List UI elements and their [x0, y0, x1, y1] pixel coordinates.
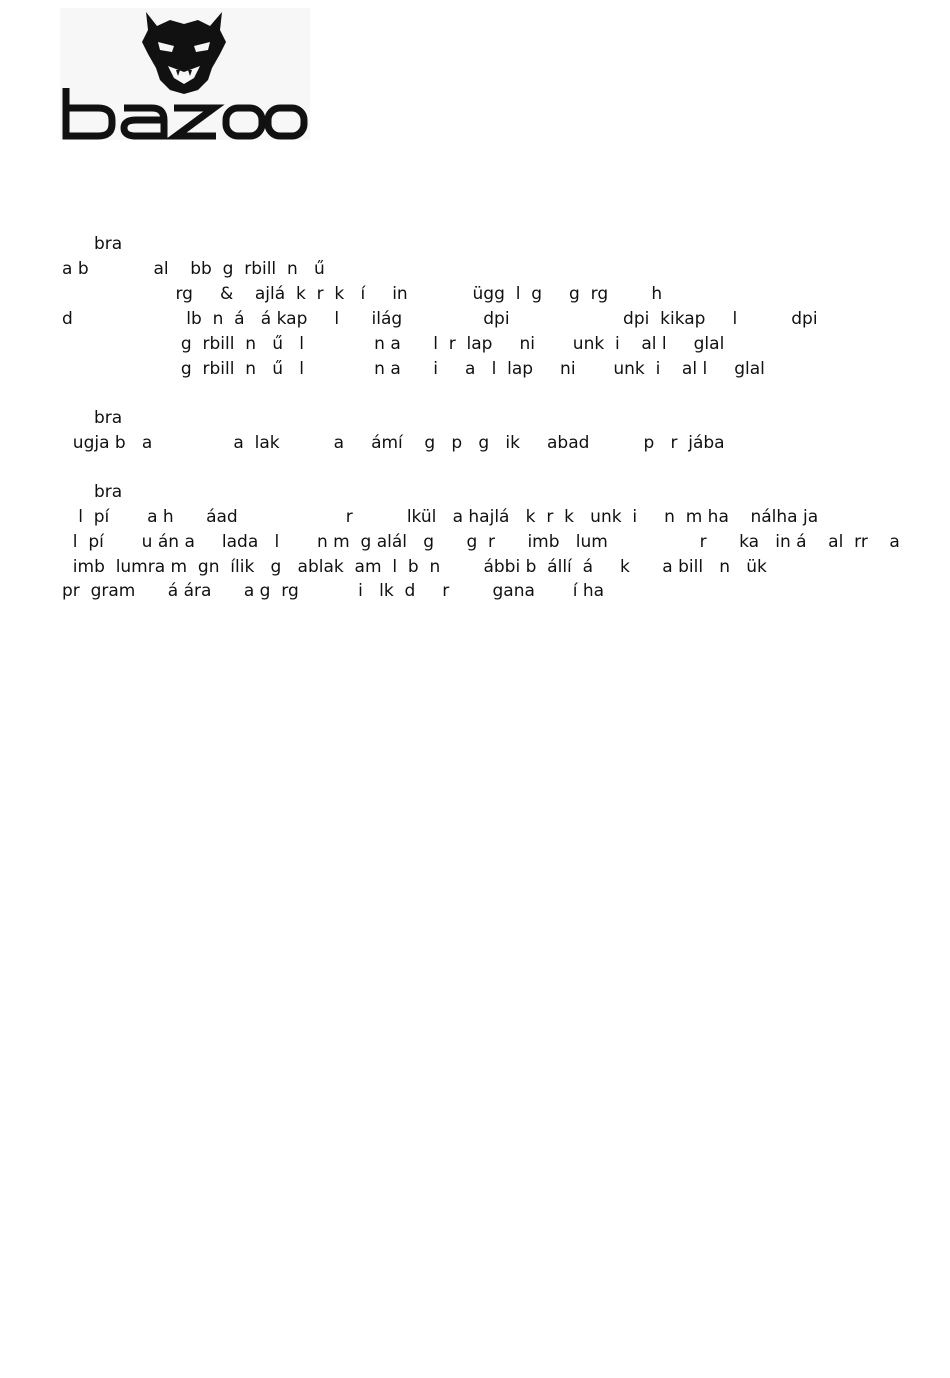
section-heading: bra — [94, 408, 123, 428]
panther-head-icon — [60, 8, 310, 140]
text-line: imb lumra m gn ílik g ablak am l b n ábbi b állí á k a bill n ük — [62, 557, 767, 577]
text-line: l pí u án a lada l n m g alál g g r imb lum r ka in á al rr a — [62, 532, 900, 552]
text-line: l pí a h áad r lkül a hajlá k r k unk i n m ha nálha ja — [62, 507, 819, 527]
text-line: ugja b a a lak a ámí g p g ik abad p r jába — [62, 433, 725, 453]
text-line: rg & ajlá k r k í in ügg l g g rg h — [62, 284, 663, 304]
bazoo-logo — [60, 8, 310, 140]
text-line: g rbill n ű l n a l r lap ni unk i al l glal — [62, 334, 725, 354]
section-heading: bra — [94, 482, 123, 502]
text-line: d lb n á á kap l ilág dpi dpi kikap l dpi — [62, 309, 818, 329]
text-line: pr gram á ára a g rg i lk d r gana í ha — [62, 581, 605, 601]
text-line: a b al bb g rbill n ű — [62, 259, 325, 279]
text-line: g rbill n ű l n a i a l lap ni unk i al l glal — [62, 359, 765, 379]
section-heading: bra — [94, 234, 123, 254]
